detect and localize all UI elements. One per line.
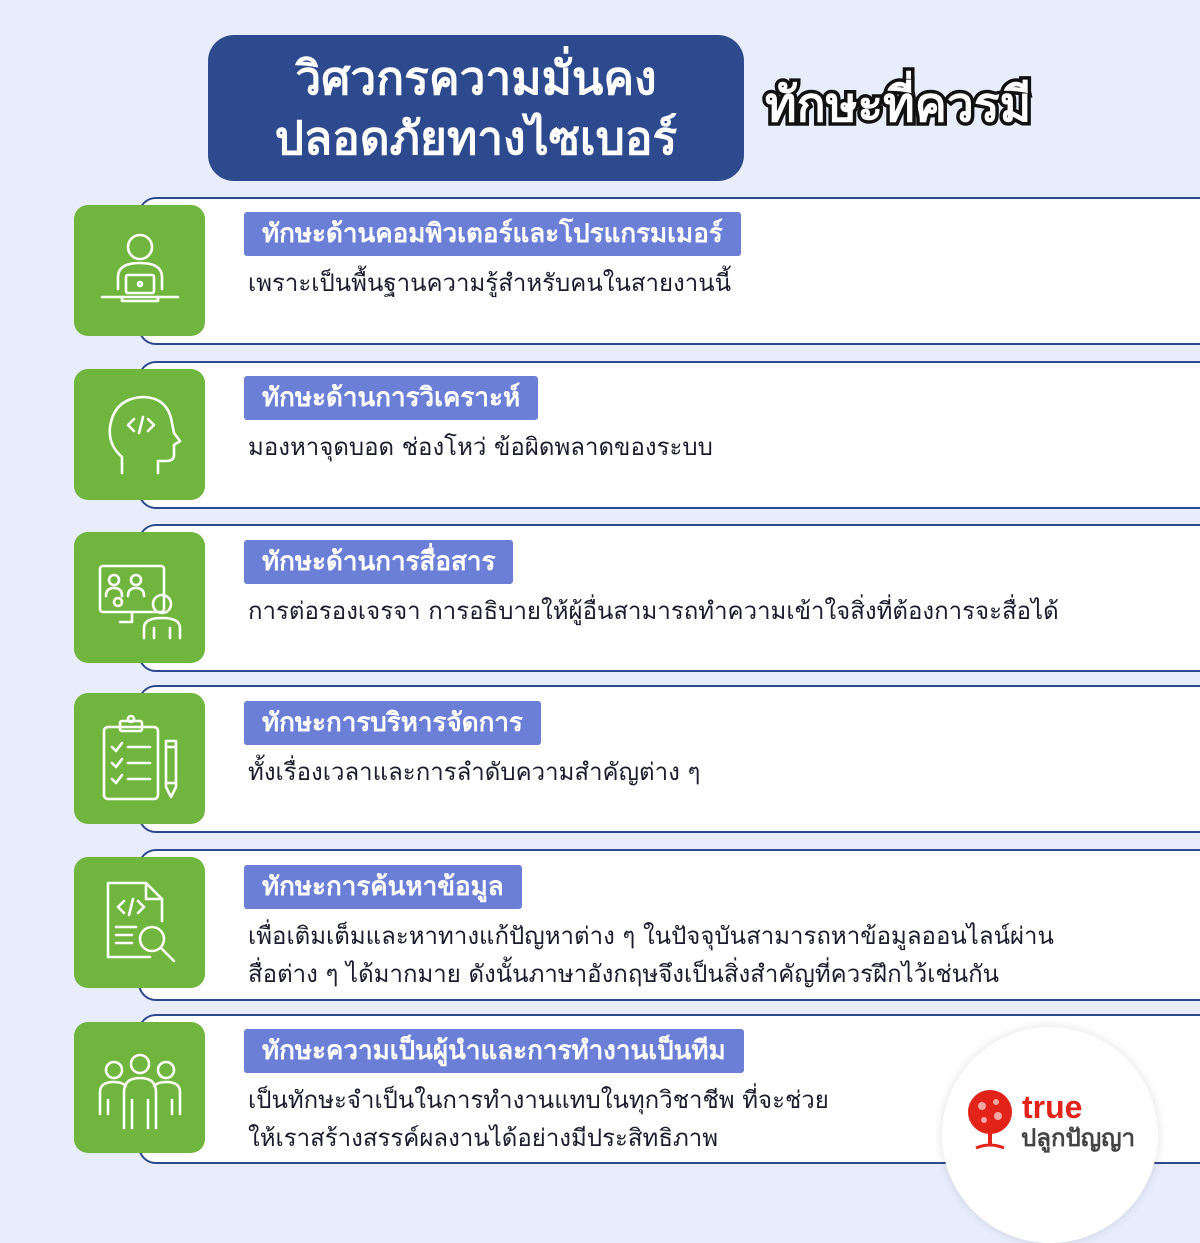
icon-tile <box>74 205 205 336</box>
skill-title: ทักษะการค้นหาข้อมูล <box>244 865 522 909</box>
icon-tile <box>74 369 205 500</box>
title-line-2: ปลอดภัยทางไซเบอร์ <box>274 111 678 165</box>
brand-tagline: ปลูกปัญญา <box>1021 1124 1136 1152</box>
skill-description <box>248 264 731 302</box>
brand-name: true <box>1022 1089 1083 1125</box>
subtitle: ทักษะที่ควรมี <box>765 77 1032 133</box>
skill-title: ทักษะการบริหารจัดการ <box>244 701 541 745</box>
skill-description-line: เพราะเป็นพื้นฐานความรู้สำหรับคนในสายงานนี้ <box>248 269 732 297</box>
skill-description-line: มองหาจุดบอด ช่องโหว่ ข้อผิดพลาดของระบบ <box>248 433 713 461</box>
code-file-search-icon <box>92 875 188 971</box>
skill-description <box>248 592 1059 630</box>
skill-description <box>248 753 700 791</box>
skill-description-line: เพื่อเติมเต็มและหาทางแก้ปัญหาต่าง ๆ ในปัจจุบันสามารถหาข้อมูลออนไลน์ผ่าน <box>248 922 1054 950</box>
icon-tile <box>74 532 205 663</box>
video-meeting-icon <box>92 550 188 646</box>
skill-title: ทักษะด้านการสื่อสาร <box>244 540 513 584</box>
skill-description-line: การต่อรองเจรจา การอธิบายให้ผู้อื่นสามารถทำความเข้าใจสิ่งที่ต้องการจะสื่อได้ <box>248 597 1059 625</box>
person-laptop-icon <box>92 223 188 319</box>
skill-description-line: เป็นทักษะจำเป็นในการทำงานแทบในทุกวิชาชีพ ที่จะช่วย <box>248 1086 829 1114</box>
skill-description <box>248 428 713 466</box>
clipboard-checklist-icon <box>92 711 188 807</box>
icon-tile <box>74 693 205 824</box>
skill-title: ทักษะด้านการวิเคราะห์ <box>244 376 538 420</box>
team-group-icon <box>92 1040 188 1136</box>
skill-description <box>248 917 1054 993</box>
skill-description <box>248 1081 829 1157</box>
title-box <box>208 35 744 181</box>
skill-title: ทักษะด้านคอมพิวเตอร์และโปรแกรมเมอร์ <box>244 212 741 256</box>
skill-description-line: สื่อต่าง ๆ ได้มากมาย ดังนั้นภาษาอังกฤษจึงเป็นสิ่งสำคัญที่ควรฝึกไว้เช่นกัน <box>248 960 1000 988</box>
icon-tile <box>74 1022 205 1153</box>
head-code-icon <box>92 387 188 483</box>
skill-title: ทักษะความเป็นผู้นำและการทำงานเป็นทีม <box>244 1029 744 1073</box>
skill-description-line: ทั้งเรื่องเวลาและการลำดับความสำคัญต่าง ๆ <box>248 758 701 786</box>
tree-logo-icon <box>962 1088 1018 1152</box>
skill-description-line: ให้เราสร้างสรรค์ผลงานได้อย่างมีประสิทธิภาพ <box>248 1124 719 1152</box>
icon-tile <box>74 857 205 988</box>
title-line-1: วิศวกรความมั่นคง <box>295 51 657 105</box>
